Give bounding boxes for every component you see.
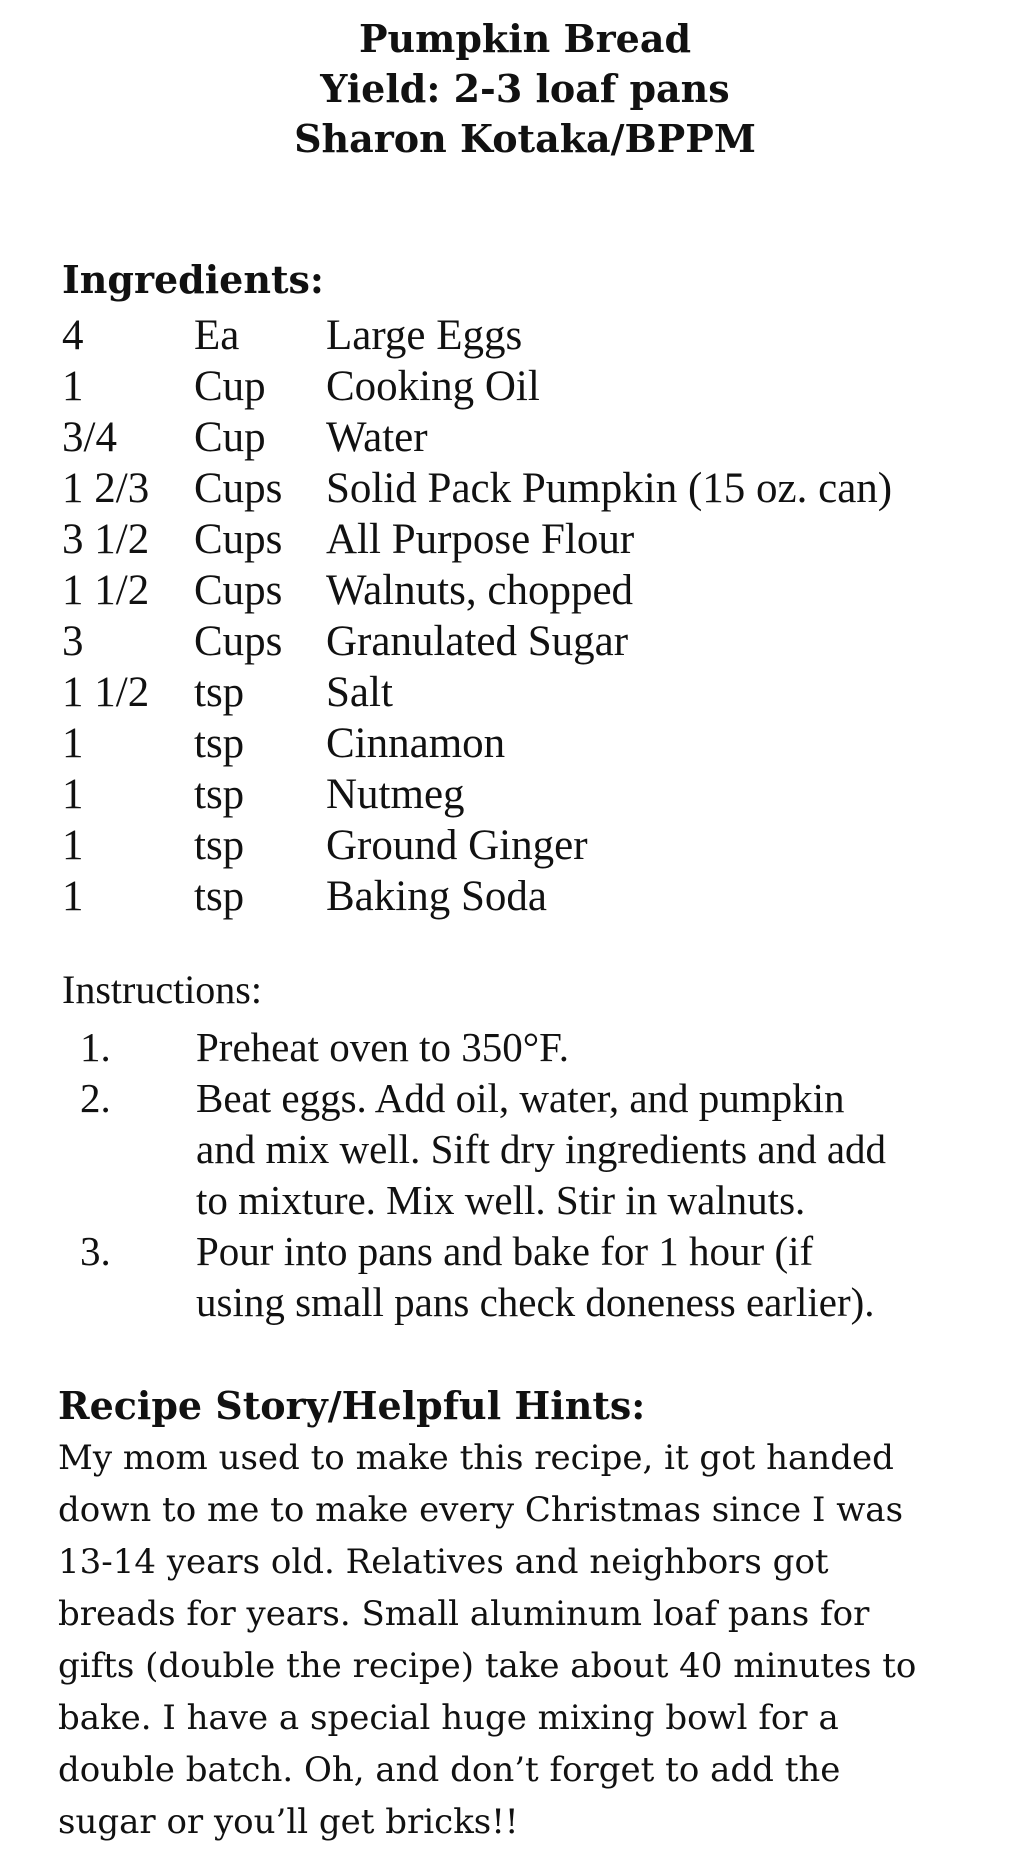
story-text: [58, 1432, 1008, 1848]
step-number: 1.: [80, 1024, 111, 1070]
ingredient-unit: Cups: [194, 516, 283, 563]
ingredient-unit: tsp: [194, 771, 245, 818]
ingredient-quantity: 1 1/2: [62, 567, 150, 614]
ingredient-quantity: 4: [62, 312, 84, 359]
story-heading: Recipe Story/Helpful Hints:: [58, 1383, 646, 1428]
ingredient-name: Solid Pack Pumpkin (15 oz. can): [326, 465, 893, 512]
ingredient-unit: Cup: [194, 414, 266, 461]
ingredient-unit: Ea: [194, 312, 240, 359]
ingredient-unit: tsp: [194, 720, 245, 767]
ingredient-quantity: 1 1/2: [62, 669, 150, 716]
instruction-step: [80, 1022, 1000, 1073]
recipe-yield: Yield: 2-3 loaf pans: [320, 66, 730, 111]
step-text-line: Preheat oven to 350°F.: [196, 1024, 569, 1070]
step-text: [196, 1022, 1000, 1073]
story-line: bake. I have a special huge mixing bowl for a: [58, 1698, 839, 1738]
ingredient-name: Cinnamon: [326, 720, 506, 767]
ingredient-name: All Purpose Flour: [326, 516, 635, 563]
instructions-heading: Instructions:: [62, 967, 262, 1012]
ingredient-name: Salt: [326, 669, 393, 716]
ingredient-name: Large Eggs: [326, 312, 523, 359]
step-text-line: Beat eggs. Add oil, water, and pumpkin: [196, 1075, 845, 1121]
ingredient-quantity: 1: [62, 720, 84, 767]
ingredients-heading: Ingredients:: [62, 257, 324, 302]
ingredient-unit: Cups: [194, 567, 283, 614]
ingredient-unit: tsp: [194, 873, 245, 920]
step-text-line: Pour into pans and bake for 1 hour (if: [196, 1228, 814, 1274]
ingredient-quantity: 3: [62, 618, 84, 665]
step-text-line: using small pans check doneness earlier).: [196, 1279, 875, 1325]
ingredient-unit: Cups: [194, 465, 283, 512]
ingredient-quantity: 1: [62, 771, 84, 818]
step-number: 3.: [80, 1228, 111, 1274]
ingredient-name: Baking Soda: [326, 873, 547, 920]
step-number: 2.: [80, 1075, 111, 1121]
story-line: breads for years. Small aluminum loaf pans for: [58, 1594, 870, 1634]
recipe-header: [0, 14, 1014, 164]
story-line: gifts (double the recipe) take about 40 minutes to: [58, 1646, 917, 1686]
ingredient-name: Ground Ginger: [326, 822, 588, 869]
step-text: [196, 1226, 1000, 1328]
recipe-title: Pumpkin Bread: [358, 16, 692, 61]
ingredient-quantity: 3/4: [62, 414, 117, 461]
ingredient-unit: tsp: [194, 669, 245, 716]
ingredient-unit: Cups: [194, 618, 283, 665]
story-line: 13-14 years old. Relatives and neighbors got: [58, 1542, 829, 1582]
ingredient-name: Nutmeg: [326, 771, 465, 818]
ingredient-name: Cooking Oil: [326, 363, 540, 410]
instructions-list: [80, 1022, 1000, 1328]
recipe-author: Sharon Kotaka/BPPM: [294, 116, 756, 161]
story-line: down to me to make every Christmas since I was: [58, 1490, 904, 1530]
instruction-step: [80, 1073, 1000, 1226]
ingredient-quantity: 1: [62, 363, 84, 410]
ingredient-name: Walnuts, chopped: [326, 567, 634, 614]
ingredient-unit: tsp: [194, 822, 245, 869]
ingredient-unit: Cup: [194, 363, 266, 410]
ingredient-quantity: 1: [62, 873, 84, 920]
ingredient-name: Granulated Sugar: [326, 618, 629, 665]
instruction-step: [80, 1226, 1000, 1328]
story-line: My mom used to make this recipe, it got handed: [58, 1438, 894, 1478]
ingredient-quantity: 3 1/2: [62, 516, 150, 563]
step-text-line: to mixture. Mix well. Stir in walnuts.: [196, 1177, 806, 1223]
story-line: double batch. Oh, and don’t forget to add the: [58, 1750, 841, 1790]
step-text: [196, 1073, 1000, 1226]
step-text-line: and mix well. Sift dry ingredients and add: [196, 1126, 887, 1172]
ingredient-quantity: 1 2/3: [62, 465, 150, 512]
ingredient-name: Water: [326, 414, 428, 461]
story-line: sugar or you’ll get bricks!!: [58, 1802, 519, 1842]
ingredient-quantity: 1: [62, 822, 84, 869]
